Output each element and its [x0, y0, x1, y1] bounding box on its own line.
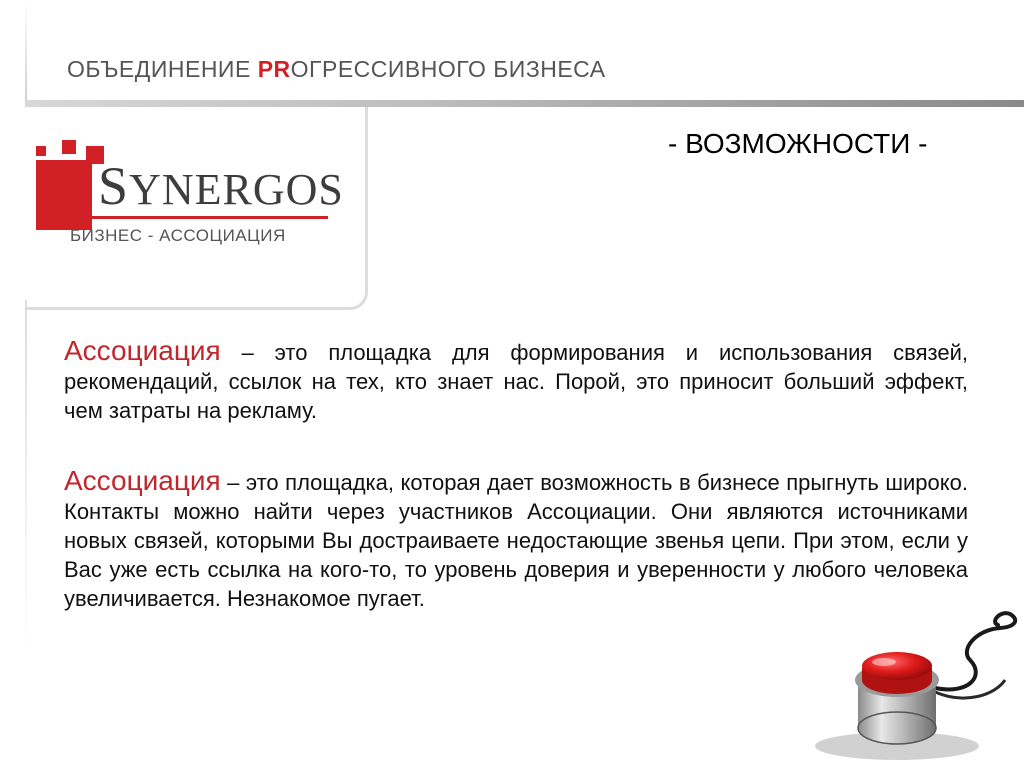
paragraph-term: Ассоциация	[64, 465, 221, 496]
logo-subtitle: БИЗНЕС - АССОЦИАЦИЯ	[70, 226, 286, 245]
paragraph-2	[64, 466, 968, 613]
header-divider	[25, 100, 1024, 107]
synergos-logo	[36, 140, 344, 250]
paragraph-term: Ассоциация	[64, 335, 221, 366]
logo-wordmark-rest: YNERGOS	[129, 165, 344, 214]
paragraph-1	[64, 336, 968, 425]
logo-square-large	[36, 160, 92, 230]
paragraph-text: – это площадка, которая дает возможность в бизнесе прыгнуть широко. Контакты можно найти через участников Ассоциации. Они являются источниками новых связей, которыми Вы достраиваете недостающие звенья цепи. При этом, если у Вас уже есть ссылка на кого-то, то уровень доверия и уверенности у любого человека увеличивается. Незнакомое пугает.	[64, 470, 968, 611]
org-title-suffix: ОГРЕССИВНОГО БИЗНЕСА	[290, 56, 606, 82]
org-title	[67, 56, 606, 83]
frame-top-line	[25, 0, 27, 100]
logo-wordmark-first: S	[98, 156, 130, 216]
paragraph-text: – это площадка для формирования и использования связей, рекомендаций, ссылок на тех, кто знает нас. Порой, это приносит больший эффект, чем затраты на рекламу.	[64, 340, 968, 423]
side-frame-line	[25, 300, 27, 655]
logo-wordmark	[98, 156, 344, 216]
button-highlight	[872, 658, 896, 666]
org-title-prefix: ОБЪЕДИНЕНИЕ	[67, 56, 258, 82]
logo-rule	[72, 216, 328, 219]
org-title-highlight: PR	[257, 56, 291, 82]
button-red-top	[862, 652, 932, 680]
red-push-button-icon	[800, 600, 1024, 768]
logo-square-small-3	[36, 146, 46, 156]
button-cable	[935, 613, 1015, 689]
section-heading: - ВОЗМОЖНОСТИ -	[668, 128, 928, 159]
logo-square-small-1	[62, 140, 76, 154]
